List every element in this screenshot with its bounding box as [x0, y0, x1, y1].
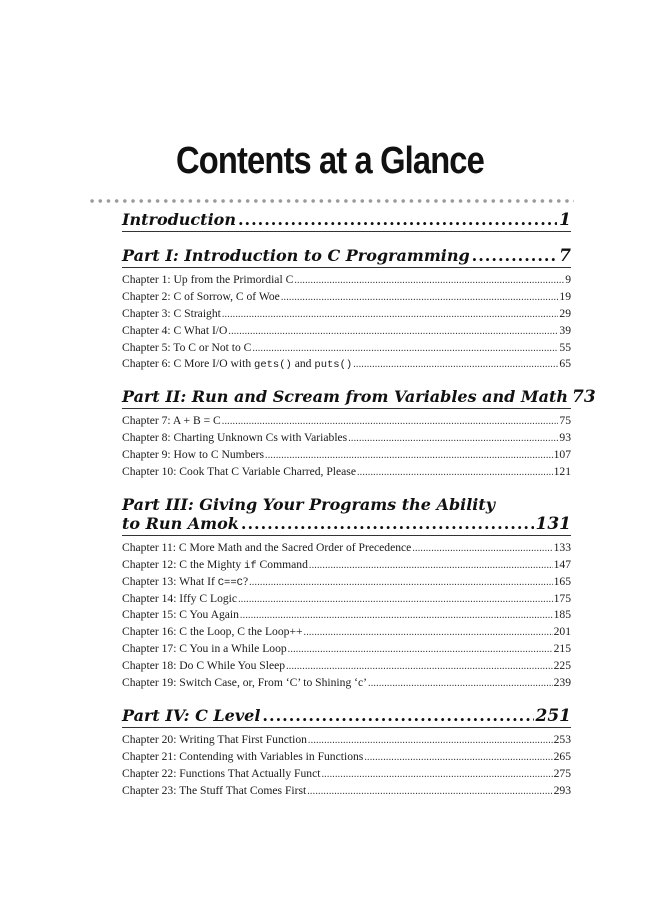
chapter-page-number: 253	[553, 732, 571, 746]
chapter-title: Chapter 10: Cook That C Variable Charred, Please	[122, 465, 356, 479]
toc-entry-part-4[interactable]	[122, 706, 571, 728]
chapter-title: Chapter 7: A + B = C	[122, 414, 221, 428]
part-title: Part II: Run and Scream from Variables and Math	[122, 387, 569, 407]
toc-entry-chapter-6[interactable]	[122, 356, 571, 373]
toc-entry-chapter-3[interactable]	[122, 306, 571, 323]
dot-leader	[238, 592, 553, 609]
toc-entry-chapter-8[interactable]	[122, 430, 571, 447]
toc-entry-chapter-23[interactable]	[122, 783, 571, 800]
entry-page-number: 1	[559, 210, 571, 230]
code-puts: puts()	[314, 359, 353, 372]
dot-leader	[228, 324, 558, 341]
code-gets: gets()	[254, 359, 292, 372]
toc-entry-chapter-16[interactable]	[122, 624, 571, 641]
chapter-title: Chapter 1: Up from the Primordial C	[122, 273, 294, 286]
chapter-title: Chapter 4: C What I/O	[122, 323, 228, 337]
chapter-title: Chapter 22: Functions That Actually Funct	[122, 766, 321, 780]
chapter-page-number: 121	[553, 465, 571, 479]
chapter-title: Chapter 19: Switch Case, or, From ‘C’ to Shining ‘c’	[122, 676, 368, 690]
toc-entry-introduction[interactable]	[122, 210, 571, 232]
chapter-page-number: 55	[559, 340, 571, 354]
toc-entry-chapter-12[interactable]	[122, 557, 571, 574]
chapter-page-number: 215	[553, 642, 571, 656]
chapter-title: Chapter 11: C More Math and the Sacred Order of Precedence	[122, 540, 412, 554]
dot-leader	[368, 676, 553, 693]
chapter-page-number: 93	[559, 431, 571, 445]
part-title-line-1: Part III: Giving Your Programs the Ability	[122, 494, 496, 514]
toc-entry-chapter-13[interactable]	[122, 574, 571, 591]
dot-leader	[308, 733, 553, 750]
chapter-title	[122, 356, 352, 374]
part-title-line-2-row	[122, 514, 571, 534]
dot-leader	[265, 448, 553, 465]
code-c-equals-c: C==C	[217, 576, 243, 589]
chapter-title-text: Chapter 13: What If	[122, 574, 218, 588]
toc-entry-chapter-21[interactable]	[122, 749, 571, 766]
toc-entry-chapter-20[interactable]	[122, 732, 571, 749]
dot-leader	[348, 431, 558, 448]
dot-leader	[364, 750, 552, 767]
toc-entry-chapter-9[interactable]	[122, 447, 571, 464]
toc-entry-chapter-4[interactable]	[122, 323, 571, 340]
dot-leader	[286, 659, 553, 676]
chapter-title: Chapter 17: C You in a While Loop	[122, 642, 287, 656]
chapter-title: Chapter 2: C of Sorrow, C of Woe	[122, 289, 280, 303]
part-page-number: 251	[535, 705, 571, 726]
dot-leader	[304, 625, 553, 642]
toc-entry-chapter-1[interactable]	[122, 272, 571, 289]
part-page-number: 73	[572, 387, 596, 408]
toc-entry-chapter-2[interactable]	[122, 289, 571, 306]
chapter-page-number: 147	[553, 557, 571, 571]
dot-leader	[412, 541, 552, 558]
dot-leader	[262, 706, 533, 725]
chapter-page-number: 185	[553, 608, 571, 622]
chapter-title: Chapter 23: The Stuff That Comes First	[122, 783, 307, 797]
toc-entry-chapter-11[interactable]	[122, 540, 571, 557]
toc-entry-part-1[interactable]	[122, 246, 571, 268]
chapter-title	[122, 574, 248, 592]
toc-entry-chapter-18[interactable]	[122, 658, 571, 675]
chapter-title: Chapter 5: To C or Not to C	[122, 340, 252, 354]
chapter-title	[122, 557, 308, 575]
page-title: Contents at a Glance	[176, 140, 484, 182]
chapter-title: Chapter 9: How to C Numbers	[122, 448, 265, 462]
chapter-page-number: 165	[553, 574, 571, 588]
chapter-title: Chapter 16: C the Loop, C the Loop++	[122, 625, 303, 639]
toc-entry-chapter-22[interactable]	[122, 766, 571, 783]
dot-leader	[294, 273, 564, 290]
toc-entry-chapter-10[interactable]	[122, 464, 571, 481]
chapter-title-text: and	[291, 357, 315, 371]
chapter-page-number: 9	[565, 273, 571, 286]
chapter-page-number: 293	[553, 783, 571, 797]
chapter-title: Chapter 20: Writing That First Function	[122, 732, 307, 746]
toc-entry-chapter-7[interactable]	[122, 413, 571, 430]
chapter-title: Chapter 21: Contending with Variables in Functions	[122, 749, 364, 763]
dot-leader	[249, 575, 553, 592]
dot-leader	[252, 341, 558, 358]
chapter-page-number: 39	[559, 323, 571, 337]
dot-leader	[357, 465, 553, 482]
toc-entry-chapter-14[interactable]	[122, 591, 571, 608]
chapter-page-number: 265	[553, 749, 571, 763]
chapter-title-text: ?	[242, 574, 249, 588]
part-title: Part IV: C Level	[122, 705, 261, 725]
chapter-page-number: 239	[553, 676, 571, 690]
chapter-page-number: 75	[559, 414, 571, 428]
chapter-title-text: Chapter 12: C the Mighty	[122, 557, 245, 571]
toc-entry-chapter-17[interactable]	[122, 641, 571, 658]
dot-leader	[321, 767, 552, 784]
chapter-page-number: 19	[559, 289, 571, 303]
dot-leader	[307, 784, 552, 801]
dot-leader	[241, 514, 534, 533]
dot-leader	[472, 246, 558, 265]
chapter-title: Chapter 8: Charting Unknown Cs with Variables	[122, 431, 348, 445]
part-title-line-2: to Run Amok	[122, 513, 239, 533]
chapter-title: Chapter 14: Iffy C Logic	[122, 591, 238, 605]
toc-entry-chapter-19[interactable]	[122, 675, 571, 692]
chapter-title: Chapter 18: Do C While You Sleep	[122, 659, 286, 673]
part-page-number: 131	[535, 513, 571, 534]
chapter-title: Chapter 3: C Straight	[122, 306, 221, 320]
dotted-divider	[88, 198, 574, 204]
chapter-page-number: 65	[559, 357, 571, 371]
dot-leader	[309, 558, 553, 575]
entry-title: Introduction	[122, 210, 236, 229]
dot-leader	[288, 642, 553, 659]
chapter-page-number: 29	[559, 306, 571, 320]
toc-entry-part-3[interactable]	[122, 495, 571, 536]
toc-entry-part-2[interactable]	[122, 387, 596, 409]
dot-leader	[281, 290, 559, 307]
toc-entry-chapter-15[interactable]	[122, 607, 571, 624]
chapter-page-number: 175	[553, 591, 571, 605]
chapter-page-number: 107	[553, 448, 571, 462]
chapter-page-number: 201	[553, 625, 571, 639]
chapter-page-number: 225	[553, 659, 571, 673]
chapter-title: Chapter 15: C You Again	[122, 608, 239, 622]
toc-entry-chapter-5[interactable]	[122, 340, 571, 357]
code-if: if	[244, 559, 257, 572]
chapter-title-text: Chapter 6: C More I/O with	[122, 357, 255, 371]
dot-leader	[222, 414, 559, 431]
chapter-page-number: 275	[553, 766, 571, 780]
chapter-title-text: Command	[256, 557, 308, 571]
table-of-contents	[122, 210, 596, 799]
dot-leader	[238, 210, 557, 229]
part-page-number: 7	[559, 246, 571, 266]
chapter-page-number: 133	[553, 540, 571, 554]
dot-leader	[222, 307, 559, 324]
dot-leader	[353, 357, 558, 374]
dot-leader	[240, 608, 553, 625]
part-title: Part I: Introduction to C Programming	[122, 246, 470, 265]
